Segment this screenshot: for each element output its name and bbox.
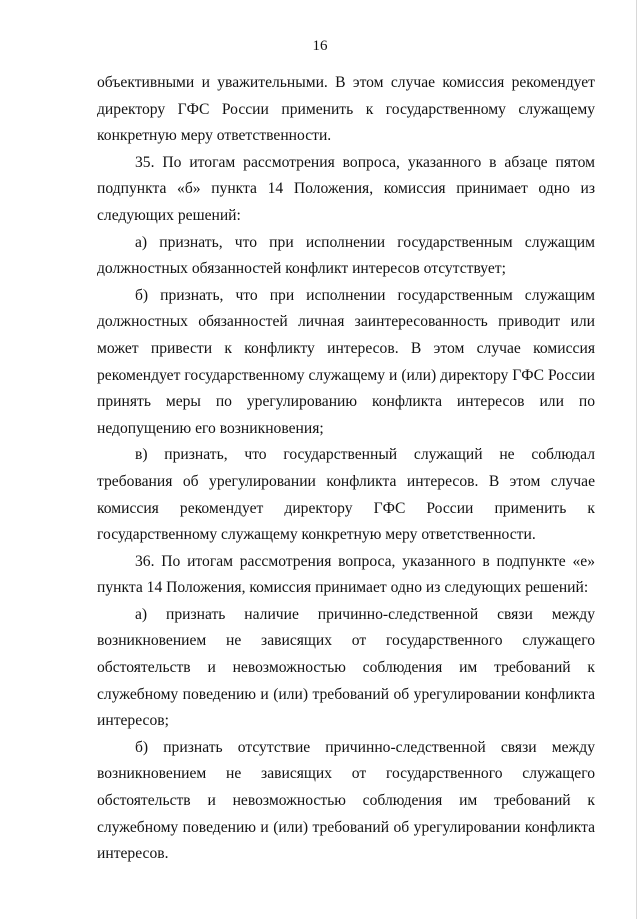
paragraph-item-35: 35. По итогам рассмотрения вопроса, указанного в абзаце пятом подпункта «б» пункта 14 Положения, комиссия принимает одно из следующих решений: — [97, 153, 595, 224]
paragraph-item-35-c: в) признать, что государственный служащий не соблюдал требования об урегулировании конфликта интересов. В этом случае комиссия рекомендует директору ГФС России применить к государственному служащему конкретную меру ответственности. — [97, 446, 595, 544]
scan-edge-line — [636, 0, 637, 919]
paragraph-item-35-a: а) признать, что при исполнении государственным служащим должностных обязанностей конфликт интересов отсутствует; — [97, 233, 595, 278]
paragraph-item-36: 36. По итогам рассмотрения вопроса, указанного в подпункте «е» пункта 14 Положения, комиссия принимает одно из следующих решений: — [97, 552, 595, 597]
document-body — [97, 70, 595, 868]
paragraph-item-36-b: б) признать отсутствие причинно-следственной связи между возникновением не зависящих от государственного служащего обстоятельств и невозможностью соблюдения им требований к служебному поведению и (или) требований об урегулировании конфликта интересов. — [97, 738, 595, 863]
paragraph-continuation: объективными и уважительными. В этом случае комиссия рекомендует директору ГФС России применить к государственному служащему конкретную меру ответственности. — [97, 74, 595, 145]
paragraph-item-36-a: а) признать наличие причинно-следственной связи между возникновением не зависящих от государственного служащего обстоятельств и невозможностью соблюдения им требований к служебному поведению и (или) требований об урегулировании конфликта интересов; — [97, 605, 595, 730]
page-number: 16 — [312, 38, 328, 54]
paragraph-item-35-b: б) признать, что при исполнении государственным служащим должностных обязанностей личная заинтересованность приводит или может привести к конфликту интересов. В этом случае комиссия рекомендует государственному служащему и (или) директору ГФС России принять меры по урегулированию конфликта интересов или по недопущению его возникновения; — [97, 286, 595, 437]
